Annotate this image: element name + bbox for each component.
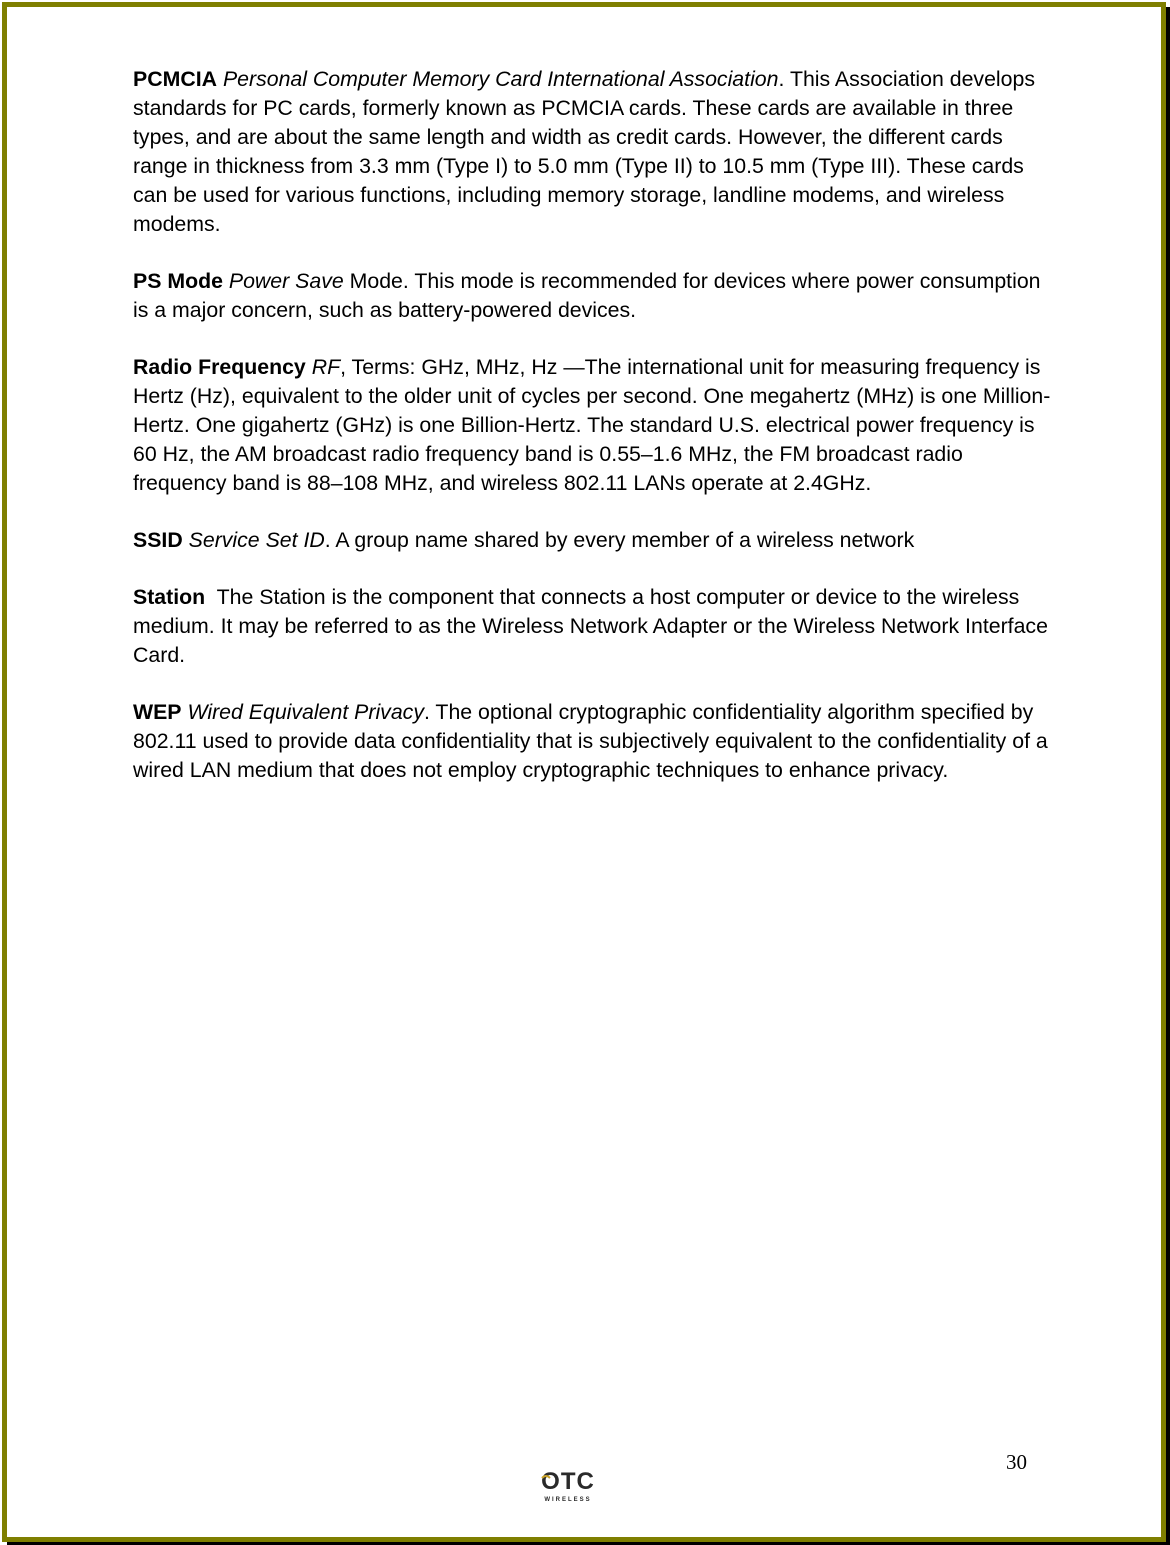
term-expansion: Power Save xyxy=(228,269,344,293)
page-number: 30 xyxy=(1006,1450,1027,1474)
definition: Mode. This mode is recommended for devices where power consumption is a major concern, such as battery-powered devices. xyxy=(133,269,1041,322)
term-expansion: Service Set ID xyxy=(188,528,325,552)
term-expansion: RF xyxy=(311,355,341,379)
definition: , Terms: GHz, MHz, Hz —The international unit for measuring frequency is Hertz (Hz), equivalent to the older unit of cycles per second. One megahertz (MHz) is one Million-Hertz. One gigahertz (GHz) is one Billion-Hertz. The standard U.S. electrical power frequency is 60 Hz, the AM broadcast radio frequency band is 0.55–1.6 MHz, the FM broadcast radio frequency band is 88–108 MHz, and wireless 802.11 LANs operate at 2.4GHz. xyxy=(133,355,1051,495)
glossary-entry-station xyxy=(133,583,1053,670)
definition: . The optional cryptographic confidentiality algorithm specified by 802.11 used to provide data confidentiality that is subjectively equivalent to the confidentiality of a wired LAN medium that does not employ cryptographic techniques to enhance privacy. xyxy=(133,700,1048,782)
term: PCMCIA xyxy=(133,67,218,91)
definition: . This Association develops standards for PC cards, formerly known as PCMCIA cards. These cards are available in three types, and are about the same length and width as credit cards. However, the different cards range in thickness from 3.3 mm (Type I) to 5.0 mm (Type II) to 10.5 mm (Type III). These cards can be used for various functions, including memory storage, landline modems, and wireless modems. xyxy=(133,67,1035,236)
otc-wireless-logo xyxy=(533,1465,603,1505)
glossary-entry-ps-mode xyxy=(133,267,1053,325)
logo-subtext: WIRELESS xyxy=(544,1497,592,1503)
term: WEP xyxy=(133,700,182,724)
glossary-entry-ssid xyxy=(133,526,1053,555)
term-expansion: Personal Computer Memory Card International Association xyxy=(222,67,779,91)
definition: . A group name shared by every member of a wireless network xyxy=(324,528,915,552)
glossary-entry-radio-frequency xyxy=(133,353,1053,498)
term: PS Mode xyxy=(133,269,223,293)
glossary-content xyxy=(133,65,1053,813)
term: Radio Frequency xyxy=(133,355,306,379)
term: Station xyxy=(133,585,206,609)
glossary-entry-pcmcia xyxy=(133,65,1053,239)
logo-text: OTC xyxy=(541,1468,595,1495)
term: SSID xyxy=(133,528,183,552)
definition: The Station is the component that connects a host computer or device to the wireless medium. It may be referred to as the Wireless Network Adapter or the Wireless Network Interface Card. xyxy=(133,585,1054,667)
glossary-entry-wep xyxy=(133,698,1053,785)
term-expansion: Wired Equivalent Privacy xyxy=(187,700,424,724)
